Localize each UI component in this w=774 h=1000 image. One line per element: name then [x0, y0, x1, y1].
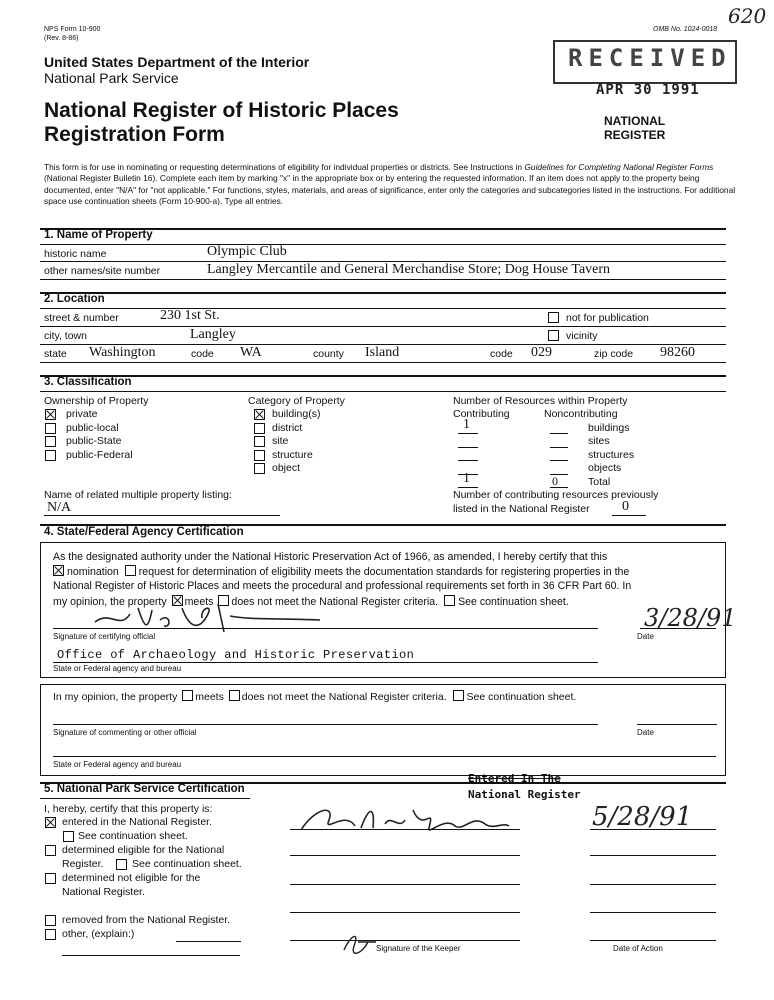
- keeper-signature-label: Signature of the Keeper: [376, 944, 461, 953]
- not-for-publication-label: not for publication: [566, 312, 649, 324]
- ownership-private-checkbox[interactable]: [45, 409, 56, 420]
- request-determination-checkbox[interactable]: [125, 565, 136, 576]
- department-name: United States Department of the Interior: [44, 54, 310, 70]
- county-label: county: [313, 348, 344, 360]
- county-code-label: code: [490, 348, 513, 360]
- resource-structures-label: structures: [588, 449, 635, 461]
- category-object-checkbox[interactable]: [254, 463, 265, 474]
- state-code-value[interactable]: WA: [240, 345, 262, 360]
- eligible-continuation-label: See continuation sheet.: [132, 858, 242, 870]
- category-building-label: building(s): [272, 408, 321, 420]
- commenting-signature-label: Signature of commenting or other official: [53, 728, 197, 737]
- nomination-checkbox[interactable]: [53, 565, 64, 576]
- not-eligible-checkbox[interactable]: [45, 873, 56, 884]
- ownership-public-federal-checkbox[interactable]: [45, 450, 56, 461]
- determined-eligible-checkbox[interactable]: [45, 845, 56, 856]
- street-value[interactable]: 230 1st St.: [160, 308, 220, 323]
- determined-eligible-label2: Register.: [62, 858, 104, 870]
- historic-name-label: historic name: [44, 248, 107, 260]
- ownership-public-local-label: public-local: [66, 422, 119, 434]
- determined-eligible-label: determined eligible for the National: [62, 844, 225, 856]
- eligible-continuation-checkbox[interactable]: [116, 859, 127, 870]
- comment-meets-checkbox[interactable]: [182, 690, 193, 701]
- category-object-label: object: [272, 462, 301, 474]
- intro-text: This form is for use in nominating or requesting determinations of eligibility for individual properties or districts. See Instructions in Guidelines for Completing National Register Forms (National Register Bulletin 16). Complete each item by marking "x" in the appropriate box or by entering the requested information. If an item does not apply to the property being documented, enter "N/A" for "not applicable." For functions, styles, materials, and areas of significance, enter only the categories and subcategories listed in the instructions. For additional space use continuation sheets (Form 10-900-a). Type all entries.: [44, 162, 736, 207]
- county-value[interactable]: Island: [365, 345, 400, 360]
- category-structure-checkbox[interactable]: [254, 450, 265, 461]
- vicinity-label: vicinity: [566, 330, 598, 342]
- nps-cert-intro: I, hereby, certify that this property is:: [44, 803, 213, 815]
- zip-label: zip code: [594, 348, 634, 360]
- form-title-line1: National Register of Historic Places: [44, 99, 399, 122]
- state-label: state: [44, 348, 67, 360]
- ownership-public-federal-label: public-Federal: [66, 449, 133, 461]
- not-eligible-label2: National Register.: [62, 886, 145, 898]
- form-revision: (Rev. 8-86): [44, 35, 79, 42]
- comment-does-not-meet-checkbox[interactable]: [229, 690, 240, 701]
- county-code-value[interactable]: 029: [531, 345, 552, 360]
- agency-label: State or Federal agency and bureau: [53, 664, 182, 673]
- zip-value[interactable]: 98260: [660, 345, 695, 360]
- handwritten-number: 620: [728, 4, 767, 28]
- form-number: NPS Form 10-900: [44, 26, 101, 33]
- keeper-date-value[interactable]: 5/28/91: [592, 802, 693, 832]
- category-district-label: district: [272, 422, 303, 434]
- continuation-sheet-checkbox[interactable]: [444, 595, 455, 606]
- removed-label: removed from the National Register.: [62, 914, 231, 926]
- historic-name-value[interactable]: Olympic Club: [207, 244, 287, 259]
- contrib-buildings-value[interactable]: 1: [463, 417, 470, 432]
- resources-heading: Number of Resources within Property: [453, 395, 628, 407]
- certification-date-label: Date: [637, 632, 654, 641]
- certification-date-value[interactable]: 3/28/91: [644, 604, 737, 632]
- state-value[interactable]: Washington: [89, 345, 156, 360]
- date-of-action-label: Date of Action: [613, 944, 663, 953]
- entered-checkbox[interactable]: [45, 817, 56, 828]
- ownership-private-label: private: [66, 408, 98, 420]
- category-site-label: site: [272, 435, 289, 447]
- noncontributing-heading: Noncontributing: [544, 408, 618, 420]
- stamp-register: REGISTER: [604, 128, 666, 142]
- state-certification-text: As the designated authority under the National Historic Preservation Act of 1966, as amended, I hereby certify that this nomination request for determination of eligibility meets the documentation standards for registering properties in the National Register of Historic Places and meets the procedural and professional requirements set forth in 36 CFR Part 60. In my opinion, the property meets does not meet the National Register criteria. See continuation sheet.: [53, 551, 632, 608]
- multiple-listing-value[interactable]: N/A: [47, 500, 72, 515]
- vicinity-checkbox[interactable]: [548, 330, 559, 341]
- entered-continuation-label: See continuation sheet.: [78, 830, 188, 842]
- other-names-label: other names/site number: [44, 265, 161, 277]
- resource-total-label: Total: [588, 476, 611, 488]
- state-code-label: code: [191, 348, 214, 360]
- street-label: street & number: [44, 312, 119, 324]
- category-site-checkbox[interactable]: [254, 436, 265, 447]
- noncontrib-total-value[interactable]: 0: [552, 474, 558, 488]
- removed-checkbox[interactable]: [45, 915, 56, 926]
- certifying-signature-label: Signature of certifying official: [53, 632, 156, 641]
- ownership-heading: Ownership of Property: [44, 395, 149, 407]
- keeper-signature: [295, 800, 515, 846]
- entered-stamp-line1: Entered In The: [468, 772, 561, 785]
- entered-continuation-checkbox[interactable]: [63, 831, 74, 842]
- resource-buildings-label: buildings: [588, 422, 630, 434]
- other-checkbox[interactable]: [45, 929, 56, 940]
- section-1-heading: 1. Name of Property: [44, 229, 153, 241]
- entered-stamp-line2: National Register: [468, 788, 581, 801]
- not-eligible-label: determined not eligible for the: [62, 872, 201, 884]
- prev-listed-line2: listed in the National Register: [453, 503, 590, 515]
- section-4-heading: 4. State/Federal Agency Certification: [44, 526, 244, 538]
- form-title-line2: Registration Form: [44, 123, 225, 146]
- commenting-agency-label: State or Federal agency and bureau: [53, 760, 182, 769]
- comment-continuation-checkbox[interactable]: [453, 690, 464, 701]
- other-names-value[interactable]: Langley Mercantile and General Merchandise Store; Dog House Tavern: [207, 262, 611, 277]
- stamp-national: NATIONAL: [604, 114, 666, 128]
- received-stamp-text: RECEIVED: [568, 44, 732, 72]
- section-5-heading: 5. National Park Service Certification: [44, 783, 245, 795]
- omb-number: OMB No. 1024-0018: [653, 26, 718, 33]
- service-name: National Park Service: [44, 70, 179, 86]
- commenting-opinion: In my opinion, the property meets does not meet the National Register criteria. See continuation sheet.: [53, 691, 577, 703]
- ownership-public-local-checkbox[interactable]: [45, 423, 56, 434]
- resource-objects-label: objects: [588, 462, 622, 474]
- prev-listed-value[interactable]: 0: [622, 499, 629, 514]
- city-value[interactable]: Langley: [190, 327, 236, 342]
- keeper-initials: [340, 928, 380, 964]
- received-stamp-date: APR 30 1991: [596, 82, 700, 98]
- section-2-heading: 2. Location: [44, 293, 105, 305]
- agency-value[interactable]: Office of Archaeology and Historic Preservation: [57, 648, 415, 662]
- prev-listed-line1: Number of contributing resources previously: [453, 489, 659, 501]
- entered-label: entered in the National Register.: [62, 816, 213, 828]
- contrib-total-value[interactable]: 1: [463, 471, 470, 486]
- other-label: other, (explain:): [62, 928, 135, 940]
- category-district-checkbox[interactable]: [254, 423, 265, 434]
- city-label: city, town: [44, 330, 87, 342]
- contributing-heading: Contributing: [453, 408, 510, 420]
- category-heading: Category of Property: [248, 395, 345, 407]
- category-building-checkbox[interactable]: [254, 409, 265, 420]
- multiple-listing-label: Name of related multiple property listing:: [44, 489, 232, 501]
- ownership-public-state-checkbox[interactable]: [45, 436, 56, 447]
- resource-sites-label: sites: [588, 435, 610, 447]
- not-for-publication-checkbox[interactable]: [548, 312, 559, 323]
- section-3-heading: 3. Classification: [44, 376, 132, 388]
- ownership-public-state-label: public-State: [66, 435, 122, 447]
- commenting-date-label: Date: [637, 728, 654, 737]
- category-structure-label: structure: [272, 449, 313, 461]
